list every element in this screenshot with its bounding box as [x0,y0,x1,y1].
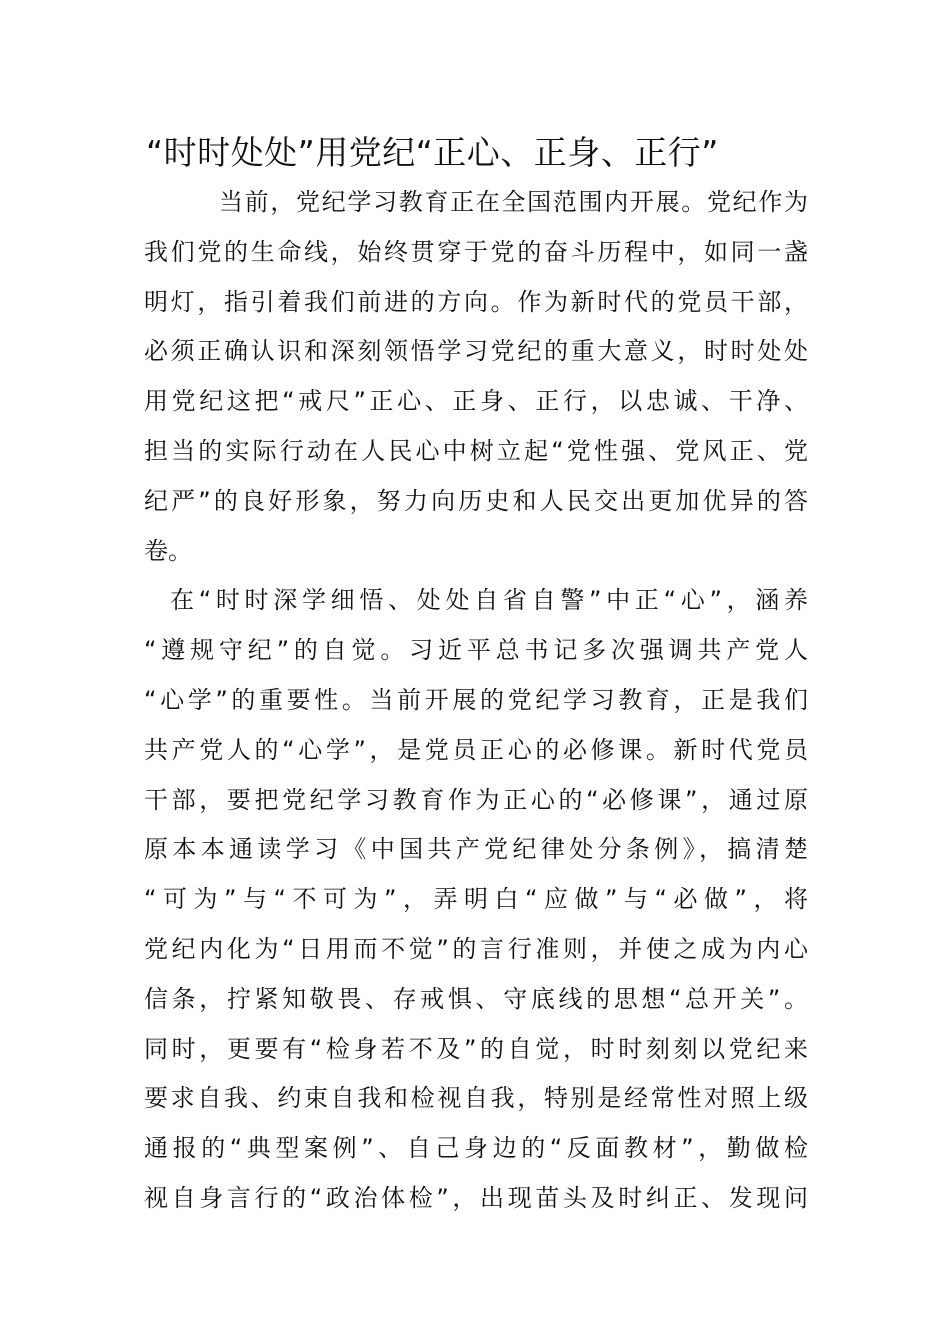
paragraph-line: “可为”与“不可为”，弄明白“应做”与“必做”，将 [144,885,808,914]
paragraph-line: 信条，拧紧知敬畏、存戒惧、守底线的思想“总开关”。 [144,984,808,1013]
paragraph-line: 原本本通读学习《中国共产党纪律处分条例》，搞清楚 [144,835,808,864]
paragraph-line: 视自身言行的“政治体检”，出现苗头及时纠正、发现问 [144,1183,808,1212]
paragraph-line: 通报的“典型案例”、自己身边的“反面教材”，勤做检 [144,1134,808,1163]
paragraph-1 [144,178,808,576]
paragraph-line: 共产党人的“心学”，是党员正心的必修课。新时代党员 [144,735,808,764]
paragraph-line: 用党纪这把“戒尺”正心、正身、正行，以忠诚、干净、 [144,387,808,416]
paragraph-line: 要求自我、约束自我和检视自我，特别是经常性对照上级 [144,1084,808,1113]
paragraph-line: 同时，更要有“检身若不及”的自觉，时时刻刻以党纪来 [144,1034,808,1063]
paragraph-line: 我们党的生命线，始终贯穿于党的奋斗历程中，如同一盏 [144,237,808,266]
paragraph-line: 担当的实际行动在人民心中树立起“党性强、党风正、党 [144,436,808,465]
paragraph-line: 卷。 [144,536,192,565]
paragraph-line: 在“时时深学细悟、处处自省自警”中正“心”，涵养 [170,586,808,615]
paragraph-line: 明灯，指引着我们前进的方向。作为新时代的党员干部， [144,287,808,316]
document-title: “时时处处”用党纪“正心、正身、正行” [146,133,719,172]
document-page [144,128,808,1224]
paragraph-line: “心学”的重要性。当前开展的党纪学习教育，正是我们 [144,685,808,714]
paragraph-line: “遵规守纪”的自觉。习近平总书记多次强调共产党人 [144,636,808,665]
paragraph-line: 党纪内化为“日用而不觉”的言行准则，并使之成为内心 [144,934,808,963]
paragraph-line: 必须正确认识和深刻领悟学习党纪的重大意义，时时处处 [144,337,808,366]
paragraph-line: 纪严”的良好形象，努力向历史和人民交出更加优异的答 [144,486,808,515]
paragraph-line: 干部，要把党纪学习教育作为正心的“必修课”，通过原 [144,785,808,814]
paragraph-line: 当前，党纪学习教育正在全国范围内开展。党纪作为 [219,188,808,216]
paragraph-2 [144,576,808,1223]
